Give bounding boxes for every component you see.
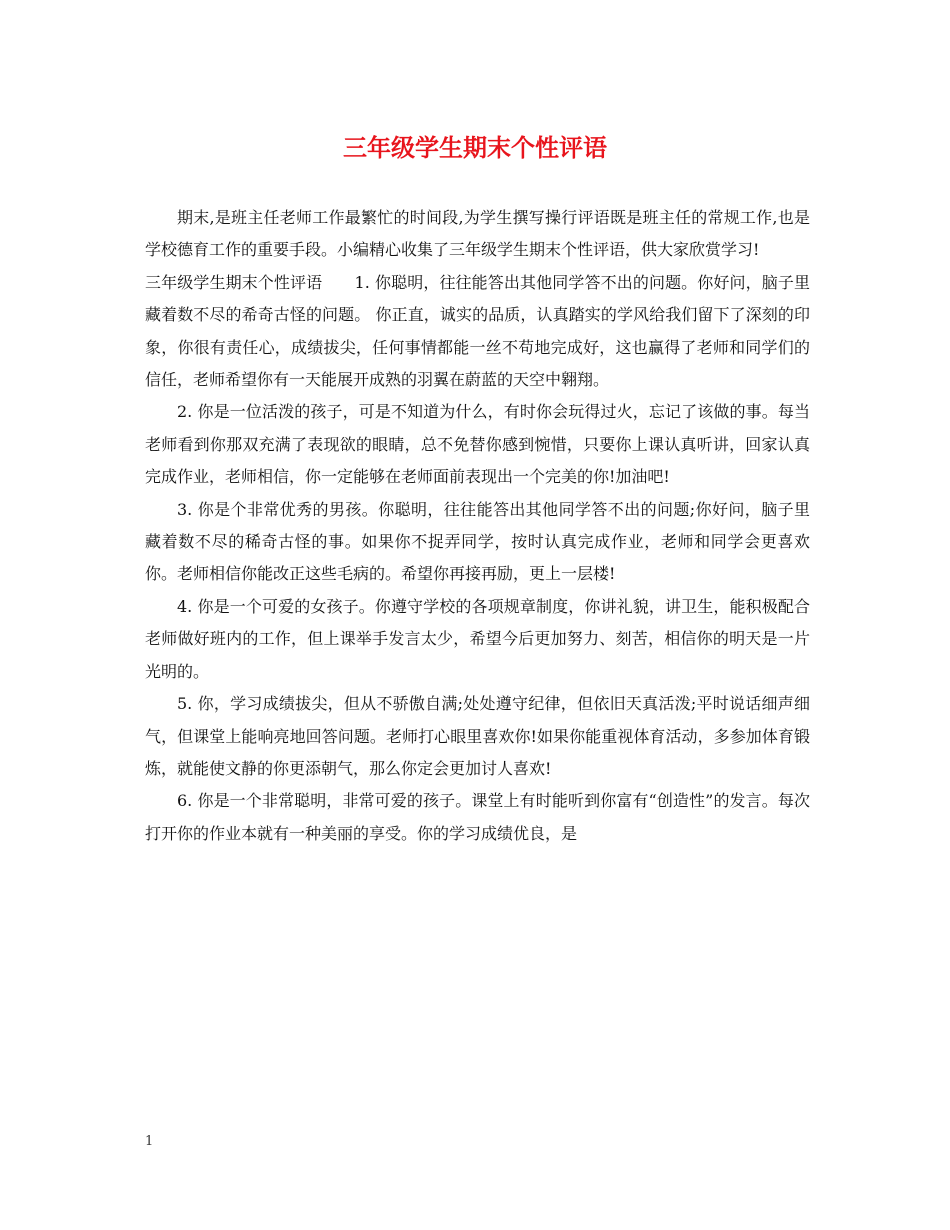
- comment-paragraph-4: 4. 你是一个可爱的女孩子。你遵守学校的各项规章制度，你讲礼貌，讲卫生，能积极配合老师做好班内的工作，但上课举手发言太少，希望今后更加努力、刻苦，相信你的明天是一片光明的。: [145, 596, 810, 681]
- comment-paragraph-5: 5. 你，学习成绩拔尖，但从不骄傲自满;处处遵守纪律，但依旧天真活泼;平时说话细声细气，但课堂上能响亮地回答问题。老师打心眼里喜欢你!如果你能重视体育活动，多参加体育锻炼，就能使文静的你更添朝气，那么你定会更加讨人喜欢!: [145, 694, 810, 778]
- comment-paragraph-2: 2. 你是一位活泼的孩子，可是不知道为什么，有时你会玩得过火，忘记了该做的事。每当老师看到你那双充满了表现欲的眼睛，总不免替你感到惋惜，只要你上课认真听讲，回家认真完成作业，老师相信，你一定能够在老师面前表现出一个完美的你!加油吧!: [145, 402, 810, 487]
- document-body: [145, 202, 810, 850]
- comment-paragraph-1: 三年级学生期末个性评语 1. 你聪明，往往能答出其他同学答不出的问题。你好问，脑子里藏着数不尽的希奇古怪的问题。 你正直，诚实的品质，认真踏实的学风给我们留下了深刻的印象，你很有责任心，成绩拔尖，任何事情都能一丝不苟地完成好，这也赢得了老师和同学们的信任，老师希望你有一天能展开成熟的羽翼在蔚蓝的天空中翱翔。: [145, 272, 810, 390]
- page-number: 1: [145, 1134, 154, 1149]
- document-title: 三年级学生期末个性评语: [343, 133, 607, 162]
- comment-paragraph-6: 6. 你是一个非常聪明，非常可爱的孩子。课堂上有时能听到你富有“创造性”的发言。每次打开你的作业本就有一种美丽的享受。你的学习成绩优良，是: [145, 791, 810, 843]
- comment-paragraph-3: 3. 你是个非常优秀的男孩。你聪明，往往能答出其他同学答不出的问题;你好问，脑子里藏着数不尽的稀奇古怪的事。如果你不捉弄同学，按时认真完成作业，老师和同学会更喜欢你。老师相信你能改正这些毛病的。希望你再接再励，更上一层楼!: [145, 499, 810, 584]
- intro-paragraph: 期末,是班主任老师工作最繁忙的时间段,为学生撰写操行评语既是班主任的常规工作,也是学校德育工作的重要手段。小编精心收集了三年级学生期末个性评语，供大家欣赏学习!: [145, 208, 810, 260]
